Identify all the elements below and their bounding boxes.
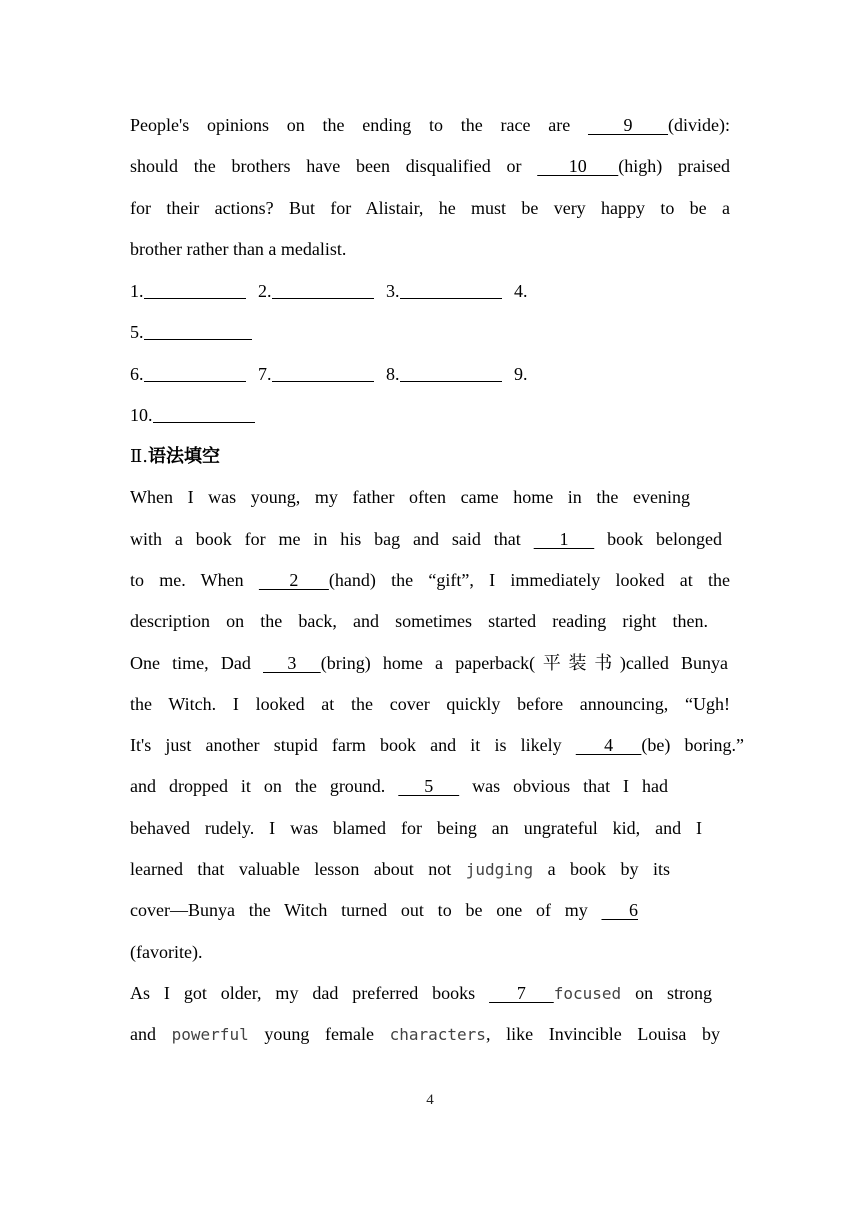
text: book belonged: [594, 529, 722, 549]
answer-blank-10: [153, 404, 255, 423]
answer-label-1: 1.: [130, 281, 144, 301]
answer-label-8: 8.: [386, 364, 400, 384]
text: cover—Bunya the Witch turned out to be one of my: [130, 900, 602, 920]
answer-blank-2: [272, 280, 374, 299]
section-number: Ⅱ.: [130, 446, 148, 467]
para-line-1: [130, 112, 730, 138]
blank-1: 1: [533, 529, 595, 549]
text: People's opinions on the ending to the race are: [130, 115, 588, 135]
answer-label-6: 6.: [130, 364, 144, 384]
answer-label-10: 10.: [130, 405, 153, 425]
text: (high) praised: [618, 156, 731, 176]
section-heading: [130, 443, 220, 469]
text: As I got older, my dad preferred books: [130, 983, 490, 1003]
highlight-word: focused: [553, 984, 622, 1003]
answer-blank-3: [400, 280, 502, 299]
text: (hand) the “gift”, I immediately looked at the: [328, 570, 730, 590]
highlight-word: judging: [465, 860, 534, 879]
answer-label-2: 2.: [258, 281, 272, 301]
passage-line-11: [130, 897, 638, 923]
answer-blank-8: [400, 363, 502, 382]
passage-line-1: When I was young, my father often came home in the evening: [130, 487, 690, 507]
text: on strong: [621, 983, 713, 1003]
text: should the brothers have been disqualified or: [130, 156, 538, 176]
passage-line-8: [130, 773, 668, 799]
answer-blank-5: [144, 321, 252, 340]
text: was obvious that I had: [459, 776, 668, 796]
passage-line-13: [130, 980, 712, 1006]
passage-line-5: [130, 650, 728, 676]
passage-line-7: [130, 732, 744, 758]
text: One time, Dad: [130, 653, 263, 673]
text: and: [130, 1024, 172, 1044]
highlight-word: characters: [389, 1025, 486, 1044]
passage-line-3: [130, 567, 730, 593]
para-line-2: [130, 153, 730, 179]
answer-blank-1: [144, 280, 246, 299]
answer-row-3: [130, 361, 528, 387]
answer-label-7: 7.: [258, 364, 272, 384]
passage-line-2: [130, 526, 722, 552]
passage-line-4: description on the back, and sometimes started reading right then.: [130, 611, 708, 631]
blank-5: 5: [398, 776, 460, 796]
answer-label-5: 5.: [130, 322, 144, 342]
blank-9: 9: [587, 115, 669, 135]
answer-label-9: 9.: [514, 364, 528, 384]
blank-6: 6: [601, 900, 639, 920]
text: with a book for me in his bag and said that: [130, 529, 534, 549]
answer-blank-7: [272, 363, 374, 382]
blank-7: 7: [489, 983, 554, 1003]
blank-10: 10: [537, 156, 619, 176]
text: It's just another stupid farm book and it is likely: [130, 735, 576, 755]
text: a book by its: [533, 859, 670, 879]
para-line-4: brother rather than a medalist.: [130, 239, 347, 259]
passage-line-9: behaved rudely. I was blamed for being an ungrateful kid, and I: [130, 818, 702, 838]
page-number: 4: [426, 1092, 434, 1108]
answer-label-4: 4.: [514, 281, 528, 301]
text: to me. When: [130, 570, 259, 590]
text: , like Invincible Louisa by: [485, 1024, 720, 1044]
answer-row-4: [130, 402, 255, 428]
text: (divide):: [668, 115, 731, 135]
section-title: 语法填空: [147, 446, 220, 467]
passage-line-10: [130, 856, 670, 882]
blank-3: 3: [263, 653, 321, 673]
text: learned that valuable lesson about not: [130, 859, 466, 879]
highlight-word: powerful: [171, 1025, 249, 1044]
passage-line-14: [130, 1021, 720, 1047]
text: young female: [248, 1024, 390, 1044]
answer-row-2: [130, 319, 252, 345]
text: (bring) home a paperback(平装书)called Bunya: [320, 653, 729, 673]
answer-blank-6: [144, 363, 246, 382]
answer-row-1: [130, 278, 528, 304]
passage-line-12: (favorite).: [130, 942, 203, 962]
para-line-3: for their actions? But for Alistair, he must be very happy to be a: [130, 198, 730, 218]
text: and dropped it on the ground.: [130, 776, 399, 796]
passage-line-6: the Witch. I looked at the cover quickly before announcing, “Ugh!: [130, 694, 730, 714]
answer-label-3: 3.: [386, 281, 400, 301]
blank-2: 2: [258, 570, 329, 590]
blank-4: 4: [575, 735, 642, 755]
text: (be) boring.”: [641, 735, 745, 755]
